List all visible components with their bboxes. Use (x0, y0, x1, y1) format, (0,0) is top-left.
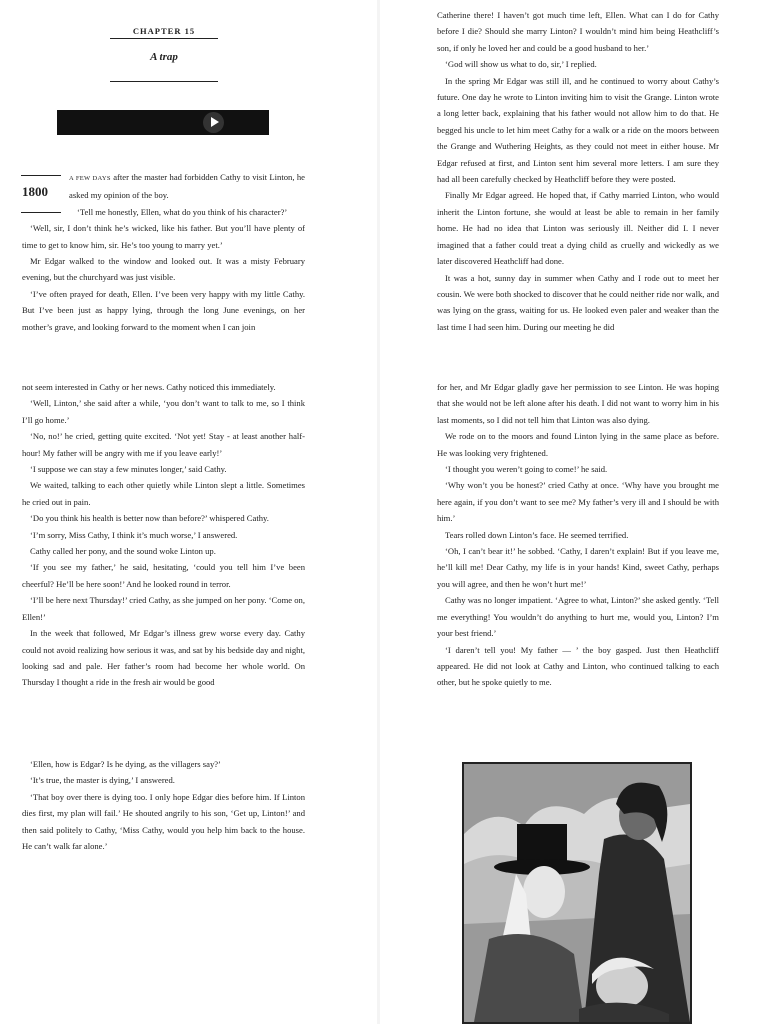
paragraph: It was a hot, sunny day in summer when Cathy and I rode out to meet her cousin. We were both shocked to discover that he could neither ride nor walk, and was lying on the grass, waiting for us. He looked even paler and weaker than the last time I had seen him. During our meeting he did (437, 272, 719, 332)
paragraph: ‘I’ll be here next Thursday!’ cried Cathy, as she jumped on her pony. ‘Come on, Ellen!’ (22, 595, 305, 622)
paragraph: ‘I’m sorry, Miss Cathy, I think it’s much worse,’ I answered. (30, 529, 238, 540)
paragraph: ‘Tell me honestly, Ellen, what do you think of his character?’ (77, 206, 288, 217)
paragraph: ‘I suppose we can stay a few minutes longer,’ said Cathy. (30, 464, 227, 475)
paragraph: ‘No, no!’ he cried, getting quite excited. ‘Not yet! Stay - at least another half-hour! My father will be angry with me if you leave early!’ (22, 431, 305, 458)
lead-in: A FEW DAYS (69, 175, 111, 182)
video-player[interactable] (57, 110, 269, 135)
text-block-right-mid (437, 379, 719, 691)
chapter-label: CHAPTER 15 (132, 26, 196, 36)
text-block-left-bottom (22, 756, 305, 854)
chapter-rule-bottom (110, 81, 218, 82)
chapter-heading (110, 0, 218, 90)
paragraph: ‘That boy over there is dying too. I only hope Edgar dies before him. If Linton dies first, my plan will fail.’ He shouted angrily to his son, ‘Get up, Linton!’ and then said politely to Cathy, ‘Miss Cathy, would you help him back to the house. He can’t walk far alone.’ (22, 791, 305, 852)
paragraph: ‘Oh, I can’t bear it!’ he sobbed. ‘Cathy, I daren’t explain! But if you leave me, he’ll kill me! Dear Cathy, my life is in your hands! Kind, sweet Cathy, perhaps you will agree, and then he won’t hurt me!’ (437, 546, 719, 589)
paragraph: Cathy called her pony, and the sound woke Linton up. (30, 546, 216, 557)
paragraph: Cathy was no longer impatient. ‘Agree to what, Linton?’ she asked gently. ‘Tell me everything! You wouldn’t do anything to hurt me, would you, Linton? I’m your best friend.’ (437, 595, 719, 639)
paragraph: not seem interested in Cathy or her news. Cathy noticed this immediately. (22, 382, 276, 392)
paragraph: ‘I’ve often prayed for death, Ellen. I’ve been very happy with my little Cathy. But I’ve been just as happy lying, through the long June evenings, on her mother’s grave, and looking forward to the moment when I can join (22, 288, 305, 332)
paragraph: ‘Do you think his health is better now than before?’ whispered Cathy. (30, 513, 269, 524)
paragraph: ‘I thought you weren’t going to come!’ he said. (445, 464, 608, 475)
paragraph-text: after the master had forbidden Cathy to visit Linton, he asked my opinion of the boy. (69, 172, 305, 201)
paragraph: ‘Well, Linton,’ she said after a while, ‘you don’t want to talk to me, so I think I’ll go home.’ (22, 398, 305, 425)
paragraph: Tears rolled down Linton’s face. He seemed terrified. (445, 529, 629, 540)
paragraph: ‘Well, sir, I don’t think he’s wicked, like his father. But you’ll have plenty of time to get to know him, sir. He’s too young to marry yet.’ (22, 223, 305, 250)
paragraph: Finally Mr Edgar agreed. He hoped that, if Cathy married Linton, who would inherit the Linton fortune, she would at least be able to remain in her family home. He had no idea that Linton was seriously ill. Neither did I. I never imagined that a father could treat a dying child as cruelly and wickedly as we later discovered Heathcliff had done. (437, 190, 719, 267)
paragraph: ‘Ellen, how is Edgar? Is he dying, as the villagers say?’ (30, 759, 221, 769)
paragraph: In the week that followed, Mr Edgar’s illness grew worse every day. Cathy could not avoid realizing how serious it was, and sat by his bedside day and night, looking sad and pale. Her father’s room had become her whole world. On Thursday I thought a ride in the fresh air would be good (22, 628, 305, 688)
paragraph: ‘I daren’t tell you! My father — ’ the boy gasped. Just then Heathcliff appeared. He did not look at Cathy and Linton, who continued talking to each other, but he spoke quietly to me. (437, 644, 719, 688)
text-block-right-top (437, 7, 719, 335)
paragraph: In the spring Mr Edgar was still ill, and he continued to worry about Cathy’s future. One day he wrote to Linton inviting him to visit the Grange. Linton wrote a long letter back, explaining that his father would not allow him to do that. He begged his uncle to let him meet Cathy for a walk or a ride on the moors between the Grange and Wuthering Heights, as they could not meet in either house. Mr Edgar refused at first, and Linton sent him several more letters. I am sure they had all been carefully checked by Heathcliff before they were posted. (437, 75, 719, 185)
year-marker: 1800 (22, 184, 48, 199)
paragraph (22, 169, 305, 204)
illustration (462, 762, 692, 1024)
paragraph: ‘Why won’t you be honest?’ cried Cathy at once. ‘Why have you brought me here again, if you don’t want to see me? My father’s very ill and I should be with him.’ (437, 480, 719, 524)
illustration-drawing (464, 764, 690, 1022)
paragraph: ‘God will show us what to do, sir,’ I replied. (445, 59, 597, 70)
paragraph: We rode on to the moors and found Linton lying in the same place as before. He was looking very frightened. (437, 431, 719, 458)
paragraph: for her, and Mr Edgar gladly gave her permission to see Linton. He was hoping that she would not be left alone after his death. I did not want to worry him in his last moments, so I did not tell him that Linton was also dying. (437, 382, 719, 425)
paragraph: ‘If you see my father,’ he said, hesitating, ‘could you tell him I’ve been cheerful? He’ll be here soon!’ And he looked round in terror. (22, 562, 305, 589)
paragraph: Mr Edgar walked to the window and looked out. It was a misty February evening, but the churchyard was just visible. (22, 256, 305, 283)
paragraph: ‘It’s true, the master is dying,’ I answered. (30, 775, 175, 786)
play-icon (211, 117, 219, 127)
paragraph: Catherine there! I haven’t got much time left, Ellen. What can I do for Cathy before I die? Should she marry Linton? I wouldn’t mind him being Heathcliff’s son, if only he loved her and could be a good husband to her.’ (437, 10, 719, 53)
text-block-left-mid (22, 379, 305, 691)
chapter-rule-top (110, 38, 218, 39)
text-block-left-top (22, 169, 305, 335)
chapter-title: A trap (150, 51, 178, 63)
paragraph: We waited, talking to each other quietly while Linton slept a little. Sometimes he cried out in pain. (22, 480, 305, 507)
play-button[interactable] (203, 112, 224, 133)
